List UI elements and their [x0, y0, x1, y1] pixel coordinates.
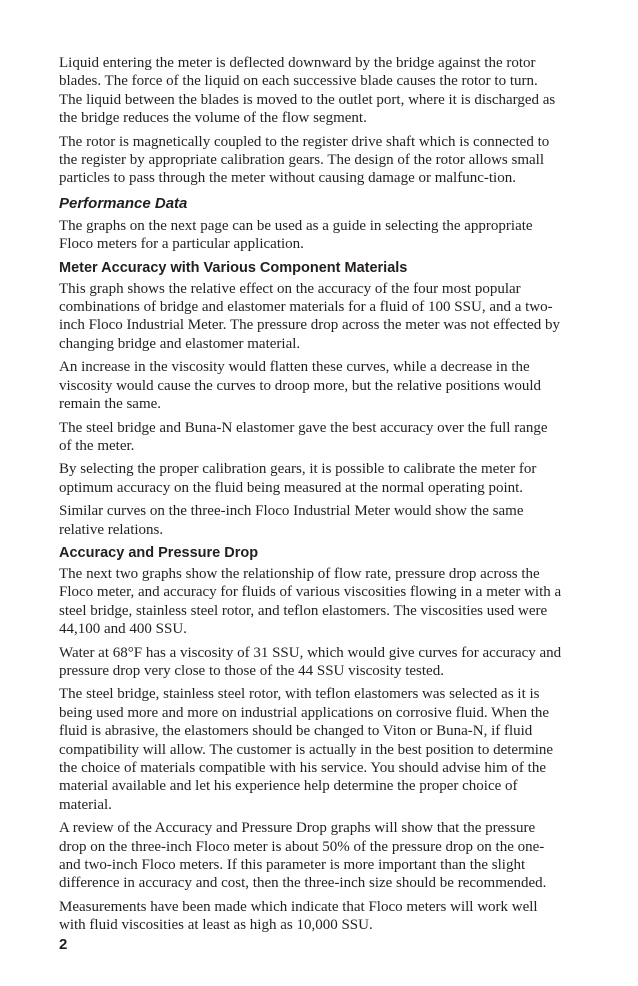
accuracy-materials-heading: Meter Accuracy with Various Component Materials [59, 259, 408, 276]
intro-paragraph-2: The rotor is magnetically coupled to the register drive shaft which is connected to the register by appropriate calibration gears. The design of the rotor allows small particles to pass through the meter without causing damage or malfunc-tion. [59, 133, 550, 187]
accuracy-materials-paragraph-1: This graph shows the relative effect on the accuracy of the four most popular combinations of bridge and elastomer materials for a fluid of 100 SSU, and a two-inch Floco Industrial Meter. The pressure drop across the meter was not effected by changing bridge and elastomer material. [59, 280, 560, 352]
accuracy-pressure-paragraph-2: Water at 68°F has a viscosity of 31 SSU, which would give curves for accuracy and pressure drop very close to those of the 44 SSU viscosity tested. [59, 644, 562, 679]
accuracy-pressure-paragraph-3: The steel bridge, stainless steel rotor, with teflon elastomers was selected as it is being used more and more on industrial applications on corrosive fluid. When the fluid is abrasive, the elastomers should be changed to Viton or Buna-N, if fluid compatibility will allow. The customer is actually in the best position to determine the choice of materials compatible with his service. You should advise him of the material available and let his experience help determine the proper choice of material. [59, 686, 554, 813]
accuracy-pressure-heading: Accuracy and Pressure Drop [59, 544, 259, 561]
accuracy-pressure-paragraph-5: Measurements have been made which indicate that Floco meters will work well with fluid viscosities at least as high as 10,000 SSU. [59, 898, 538, 934]
accuracy-materials-paragraph-5: Similar curves on the three-inch Floco Industrial Meter would show the same relative relations. [59, 503, 524, 538]
accuracy-materials-paragraph-3: The steel bridge and Buna-N elastomer gave the best accuracy over the full range of the meter. [59, 419, 548, 454]
performance-heading: Performance Data [59, 194, 188, 212]
performance-paragraph: The graphs on the next page can be used as a guide in selecting the appropriate Floco meters for a particular application. [59, 217, 533, 253]
intro-paragraph-1: Liquid entering the meter is deflected downward by the bridge against the rotor blades. The force of the liquid on each successive blade causes the rotor to turn. The liquid between the blades is moved to the outlet port, where it is discharged as the bridge reduces the volume of the flow segment. [59, 55, 556, 127]
page-number: 2 [59, 936, 68, 953]
accuracy-pressure-paragraph-4: A review of the Accuracy and Pressure Drop graphs will show that the pressure drop on the three-inch Floco meter is about 50% of the pressure drop on the one- and two-inch Floco meters. If this parameter is more important than the slight difference in accuracy and cost, then the three-inch size should be recommended. [59, 820, 547, 892]
accuracy-pressure-paragraph-1: The next two graphs show the relationship of flow rate, pressure drop across the Floco meter, and accuracy for fluids of various viscosities flowing in a meter with a steel bridge, stainless steel rotor, and teflon elastomers. The viscosities used were 44,100 and 400 SSU. [59, 565, 562, 638]
accuracy-materials-paragraph-2: An increase in the viscosity would flatten these curves, while a decrease in the viscosity would cause the curves to droop more, but the relative positions would remain the same. [59, 359, 541, 413]
document-body [59, 54, 563, 940]
accuracy-materials-paragraph-4: By selecting the proper calibration gears, it is possible to calibrate the meter for optimum accuracy on the fluid being measured at the normal operating point. [59, 461, 537, 496]
